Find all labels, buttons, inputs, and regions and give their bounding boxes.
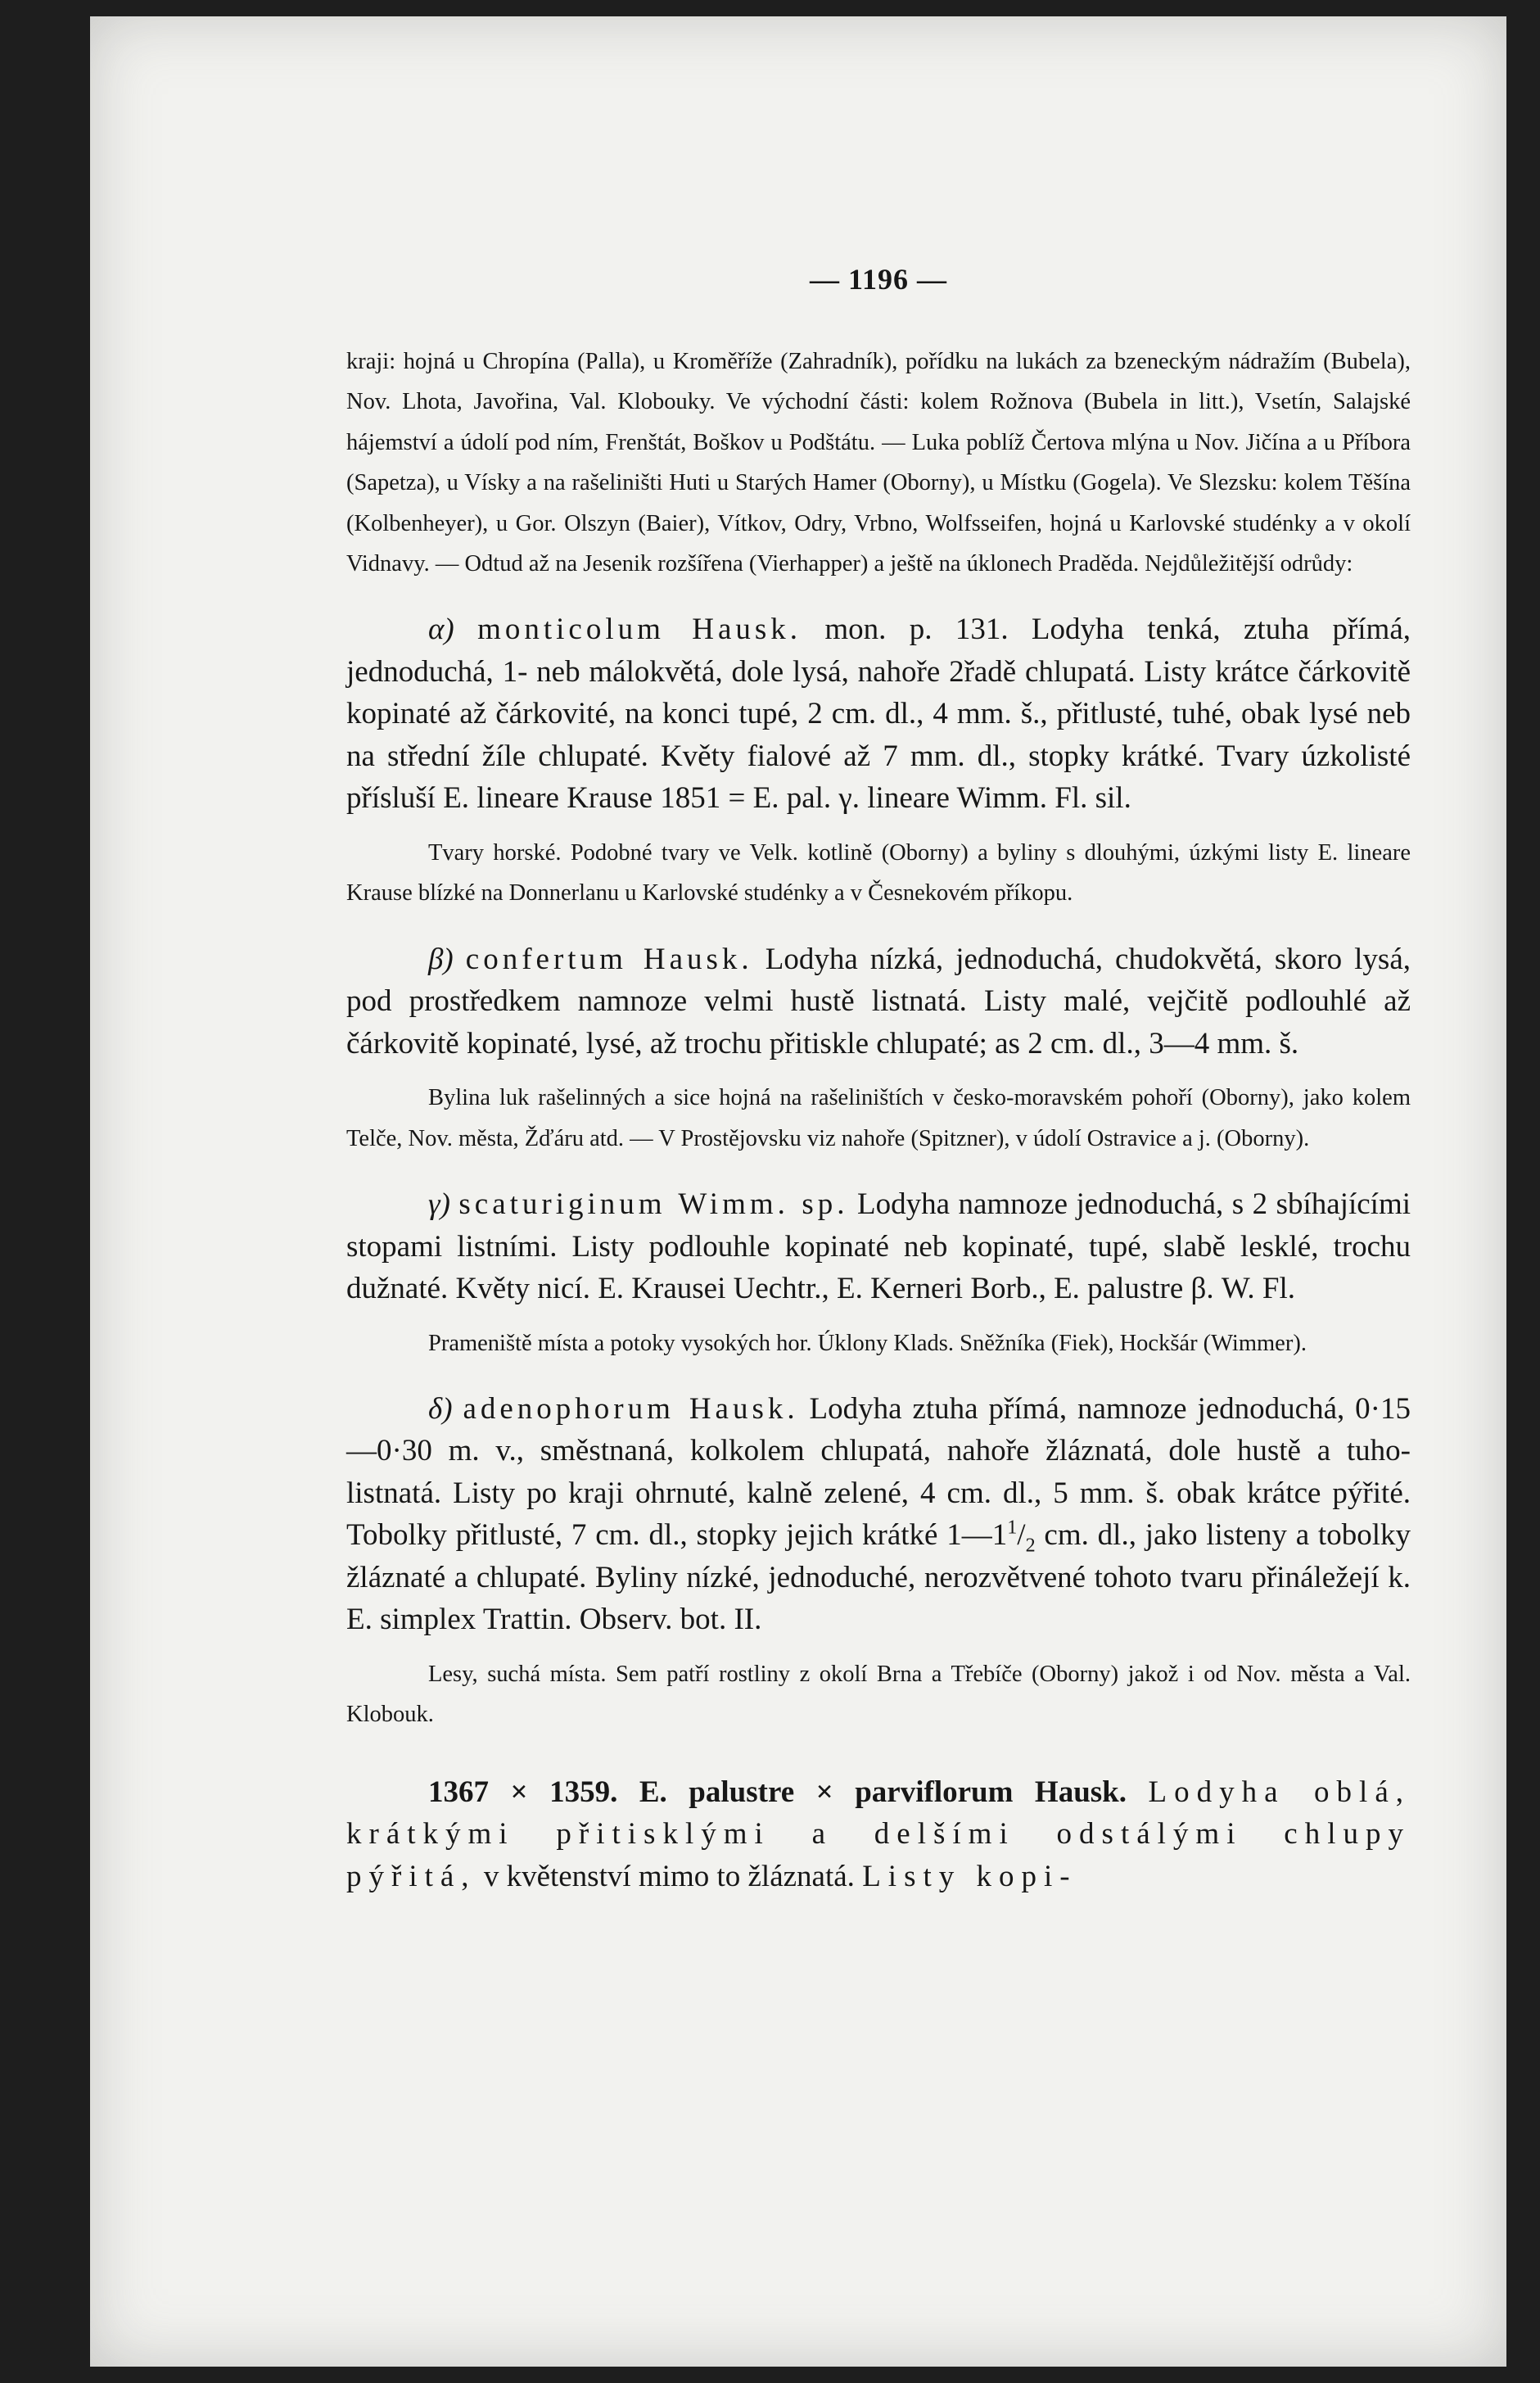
variety-gamma-name: scaturiginum Wimm. sp. (458, 1187, 849, 1222)
variety-gamma-note: Prameniště místa a potoky vysokých hor. Úklony Klads. Sněžníka (Fiek), Hockšár (Wimmer). (428, 1330, 1307, 1356)
variety-beta-text: Lodyha nízká, jednoduchá, chudokvětá, skoro lysá, pod prostředkem namnoze velmi hustě listnatá. Listy malé, vejčitě podlouhlé až čárkovitě kopinaté, lysé, až trochu přitiskle chlupaté; as 2 cm. dl., 3—4 mm. š. (346, 942, 1411, 1060)
fraction-denominator: 2 (1025, 1535, 1036, 1557)
hybrid-entry (346, 1771, 1411, 1898)
variety-beta-label: β) (428, 942, 454, 976)
variety-delta: δ) adenophorum Hausk. Lodyha ztuha přímá, namnoze jednoduchá, 0·15—0·30 m. v., směstnaná, kolkolem chlupatá, nahoře žláznatá, dole hustě a tuho-listnatá. Listy po kraji ohrnuté, kalně zelené, 4 cm. dl., 5 mm. š. obak krátce pýřité. Tobolky přitlusté, 7 cm. dl., stopky jejich krátké $1—1^1/_2$ cm. dl., jako listeny a tobolky žláznaté a chlupaté. Byliny nízké, jednoduché, nerozvětvené tohoto tvaru přináležejí k. E. simplex Trattin. Observ. bot. II. (346, 1391, 1411, 1637)
variety-alpha-name: monticolum Hausk. (477, 613, 802, 647)
scanned-page (90, 16, 1506, 2367)
page-number: — 1196 — (809, 263, 947, 296)
variety-gamma (346, 1183, 1411, 1310)
entry-title: E. palustre × parviflorum Hausk. (639, 1775, 1127, 1809)
intro-paragraph: kraji: hojná u Chropína (Palla), u Kroměříže (Zahradník), pořídku na lukách za bzeneckým nádražím (Bubela), Nov. Lhota, Javořina, Val. Klobouky. Ve východní části: kolem Rožnova (Bubela in litt.), Vsetín, Salajské hájemství a údolí pod ním, Frenštát, Boškov u Podštátu. — Luka poblíž Čertova mlýna u Nov. Jičína a u Příbora (Sapetza), u Vísky a na rašeliništi Huti u Starých Hamer (Oborny), u Místku (Gogela). Ve Slezsku: kolem Těšína (Kolbenheyer), u Gor. Olszyn (Baier), Vítkov, Odry, Vrbno, Wolfsseifen, hojná u Karlovské studénky a v okolí Vidnavy. — Odtud až na Jesenik rozšířena (Vierhapper) a ještě na úklonech Praděda. Nejdůležitější odrůdy: (346, 349, 1411, 577)
variety-delta-text: Lodyha ztuha přímá, namnoze jednoduchá, 0·15—0·30 m. v., směstnaná, kolkolem chlupatá, nahoře žláznatá, dole hustě a tuho-listnatá. Listy po kraji ohrnuté, kalně zelené, 4 cm. dl., 5 mm. š. obak krátce pýřité. Tobolky přitlusté, 7 cm. dl., stopky jejich krátké 1—1 (346, 1391, 1411, 1553)
page-content (346, 262, 1411, 1897)
variety-gamma-text: Lodyha namnoze jednoduchá, s 2 sbíhajícími stopami listními. Listy podlouhle kopinaté neb kopinaté, tupé, slabě lesklé, trochu dužnaté. Květy nicí. E. Krausei Uechtr., E. Kerneri Borb., E. palustre β. W. Fl. (346, 1187, 1411, 1306)
fraction-numerator: 1 (1007, 1517, 1018, 1540)
variety-beta-name: confertum Hausk. (465, 942, 753, 976)
variety-delta-note: Lesy, suchá místa. Sem patří rostliny z okolí Brna a Třebíče (Oborny) jakož i od Nov. města a Val. Klobouk. (346, 1661, 1411, 1728)
variety-delta-name: adenophorum Hausk. (463, 1391, 799, 1426)
variety-beta-note: Bylina luk rašelinných a sice hojná na rašeliništích v česko-moravském pohoří (Oborny), jako kolem Telče, Nov. města, Žďáru atd. — V Prostějovsku viz nahoře (Spitzner), v údolí Ostravice a j. (Oborny). (346, 1085, 1411, 1151)
variety-gamma-label: γ) (428, 1187, 450, 1222)
variety-beta (346, 938, 1411, 1065)
entry-number: 1367 × 1359. (428, 1775, 618, 1809)
variety-alpha-label: α) (428, 613, 454, 647)
variety-alpha (346, 608, 1411, 820)
variety-delta-label: δ) (428, 1391, 453, 1426)
variety-alpha-text: mon. p. 131. Lodyha tenká, ztuha přímá, jednoduchá, 1- neb málokvětá, dole lysá, nahoře 2řadě chlupatá. Listy krátce čárkovitě kopinaté až čárkovité, na konci tupé, 2 cm. dl., 4 mm. š., přitlusté, tuhé, obak lysé neb na střední žíle chlupaté. Květy fialové až 7 mm. dl., stopky krátké. Tvary úzkolisté přísluší E. lineare Krause 1851 = E. pal. γ. lineare Wimm. Fl. sil. (346, 613, 1411, 816)
entry-spaced-text-2: Listy kopi- (862, 1859, 1077, 1893)
entry-plain-text: v květenství mimo to žláznatá. (476, 1859, 863, 1893)
entry-spaced-text: Lodyha oblá, krátkými přitisklými a delšími odstálými chlupy pýřitá, (346, 1775, 1411, 1893)
variety-alpha-note: Tvary horské. Podobné tvary ve Velk. kotlině (Oborny) a byliny s dlouhými, úzkými listy E. lineare Krause blízké na Donnerlanu u Karlovské studénky a v Česnekovém příkopu. (346, 839, 1411, 907)
variety-delta-text-continued: cm. dl., jako listeny a tobolky žláznaté a chlupaté. Byliny nízké, jednoduché, nerozvětvené tohoto tvaru přináležejí k. E. simplex Trattin. Observ. bot. II. (346, 1518, 1411, 1637)
